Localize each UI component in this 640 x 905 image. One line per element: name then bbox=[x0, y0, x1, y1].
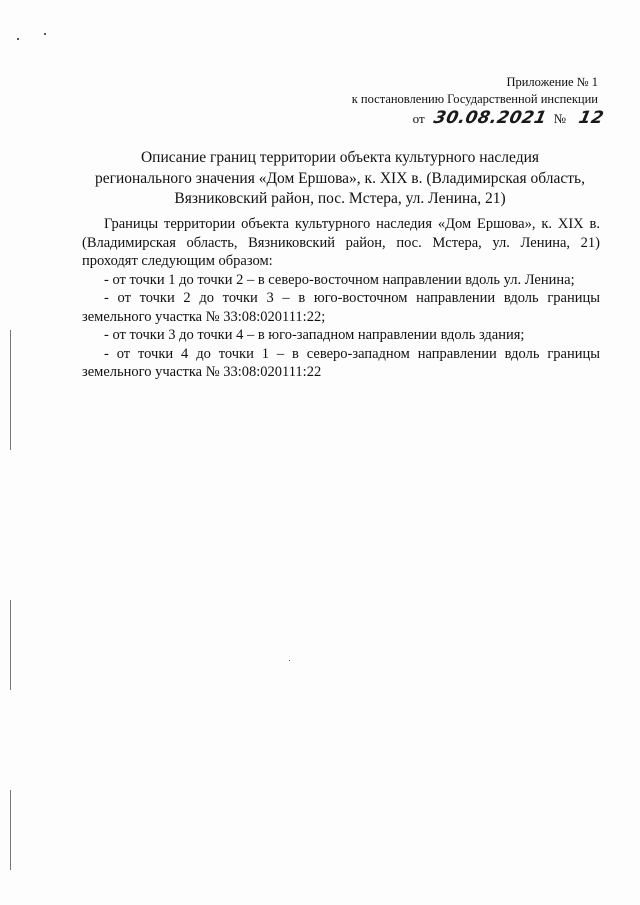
boundary-item: - от точки 3 до точки 4 – в юго-западном направлении вдоль здания; bbox=[104, 327, 525, 343]
scan-speck bbox=[44, 33, 46, 35]
scan-edge-mark bbox=[10, 330, 11, 450]
title-line: Вязниковский район, пос. Мстера, ул. Ленина, 21) bbox=[174, 190, 506, 207]
title-line: регионального значения «Дом Ершова», к. XIX в. (Владимирская область, bbox=[94, 169, 586, 187]
scan-edge-mark bbox=[10, 600, 11, 690]
boundary-item: - от точки 4 до точки 1 – в северо-западном направлении вдоль границы bbox=[104, 345, 600, 362]
scan-speck bbox=[17, 38, 19, 40]
document-title bbox=[60, 148, 620, 210]
intro-line: (Владимирская область, Вязниковский район, пос. Мстера, ул. Ленина, 21) bbox=[82, 234, 600, 251]
appendix-date-line bbox=[412, 108, 607, 128]
intro-line: Границы территории объекта культурного наследия «Дом Ершова», к. XIX в. bbox=[104, 216, 600, 232]
number-label: № bbox=[553, 111, 567, 126]
scan-speck bbox=[289, 660, 290, 661]
boundary-item: - от точки 1 до точки 2 – в северо-восточном направлении вдоль ул. Ленина; bbox=[104, 271, 575, 288]
boundary-item-continuation: земельного участка № 33:08:020111:22 bbox=[82, 364, 322, 380]
scan-edge-mark bbox=[10, 790, 11, 870]
boundary-item: - от точки 2 до точки 3 – в юго-восточном направлении вдоль границы bbox=[104, 290, 600, 306]
intro-line: проходят следующим образом: bbox=[82, 253, 273, 269]
document-body bbox=[82, 215, 600, 382]
handwritten-number: 12 bbox=[577, 108, 607, 128]
appendix-reference: к постановлению Государственной инспекции bbox=[351, 92, 598, 106]
title-line: Описание границ территории объекта культурного наследия bbox=[140, 149, 540, 166]
date-prefix: от bbox=[412, 111, 425, 126]
appendix-number: Приложение № 1 bbox=[506, 75, 598, 89]
handwritten-date: 30.08.2021 bbox=[431, 108, 549, 128]
boundary-item-continuation: земельного участка № 33:08:020111:22; bbox=[82, 308, 326, 325]
appendix-header bbox=[352, 74, 598, 108]
